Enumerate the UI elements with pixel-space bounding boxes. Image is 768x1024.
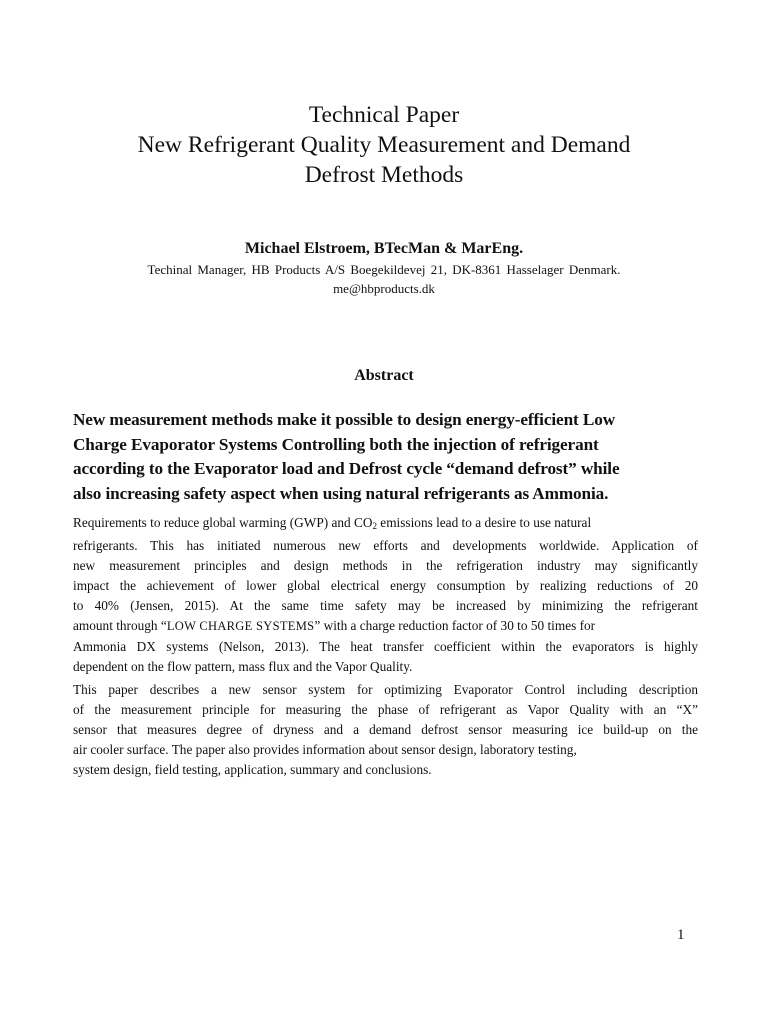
paragraph-line: air cooler surface. The paper also provides information about sensor design, laboratory testing,: [73, 742, 577, 758]
title-line-2: New Refrigerant Quality Measurement and Demand: [137, 132, 631, 158]
paper-title: [0, 100, 768, 190]
paragraph-line: impact the achievement of lower global electrical energy consumption by realizing reductions of 20: [73, 578, 698, 594]
author-name: Michael Elstroem, BTecMan & MarEng.: [244, 240, 524, 257]
subscript-2: 2: [372, 521, 377, 531]
abstract-paragraph-1: [73, 513, 698, 677]
paragraph-line: Requirements to reduce global warming (GWP) and $CO_2$ emissions lead to a desire to use natural: [73, 515, 592, 531]
paragraph-line: of the measurement principle for measuring the phase of refrigerant as Vapor Quality with an “X”: [73, 702, 698, 718]
lead-line: New measurement methods make it possible to design energy-efficient Low: [73, 410, 616, 429]
low-charge-systems-caps: LOW CHARGE SYSTEMS: [166, 619, 315, 634]
abstract-heading: Abstract: [354, 367, 414, 384]
lead-line: according to the Evaporator load and Defrost cycle “demand defrost” while: [73, 459, 620, 478]
paragraph-line: Ammonia DX systems (Nelson, 2013). The heat transfer coefficient within the evaporators is highly: [73, 638, 698, 654]
paragraph-line: sensor that measures degree of dryness and a demand defrost sensor measuring ice build-up on the: [73, 722, 698, 738]
abstract-lead: [73, 408, 698, 506]
paragraph-line: new measurement principles and design methods in the refrigeration industry may significantly: [73, 558, 698, 574]
paragraph-line: system design, field testing, application, summary and conclusions.: [73, 762, 432, 778]
abstract-paragraph-2: [73, 680, 698, 780]
paragraph-line: to 40% (Jensen, 2015). At the same time safety may be increased by minimizing the refrigerant: [73, 598, 698, 614]
author-block: [0, 238, 768, 298]
page-number: 1: [677, 927, 685, 943]
title-line-3: Defrost Methods: [304, 162, 464, 188]
author-affiliation: Techinal Manager, HB Products A/S Boegekildevej 21, DK-8361 Hasselager Denmark.: [147, 262, 621, 277]
author-email: me@hbproducts.dk: [333, 281, 435, 296]
paragraph-line: amount through “LOW CHARGE SYSTEMS” with a charge reduction factor of 30 to 50 times for: [73, 618, 596, 634]
lead-line: Charge Evaporator Systems Controlling both the injection of refrigerant: [73, 434, 599, 454]
paragraph-line: This paper describes a new sensor system for optimizing Evaporator Control including description: [73, 682, 698, 697]
title-line-1: Technical Paper: [308, 102, 460, 128]
lead-line: also increasing safety aspect when using natural refrigerants as Ammonia.: [73, 483, 609, 503]
paragraph-line: refrigerants. This has initiated numerous new efforts and developments worldwide. Application of: [73, 538, 698, 554]
paragraph-line: dependent on the flow pattern, mass flux and the Vapor Quality.: [73, 658, 413, 674]
